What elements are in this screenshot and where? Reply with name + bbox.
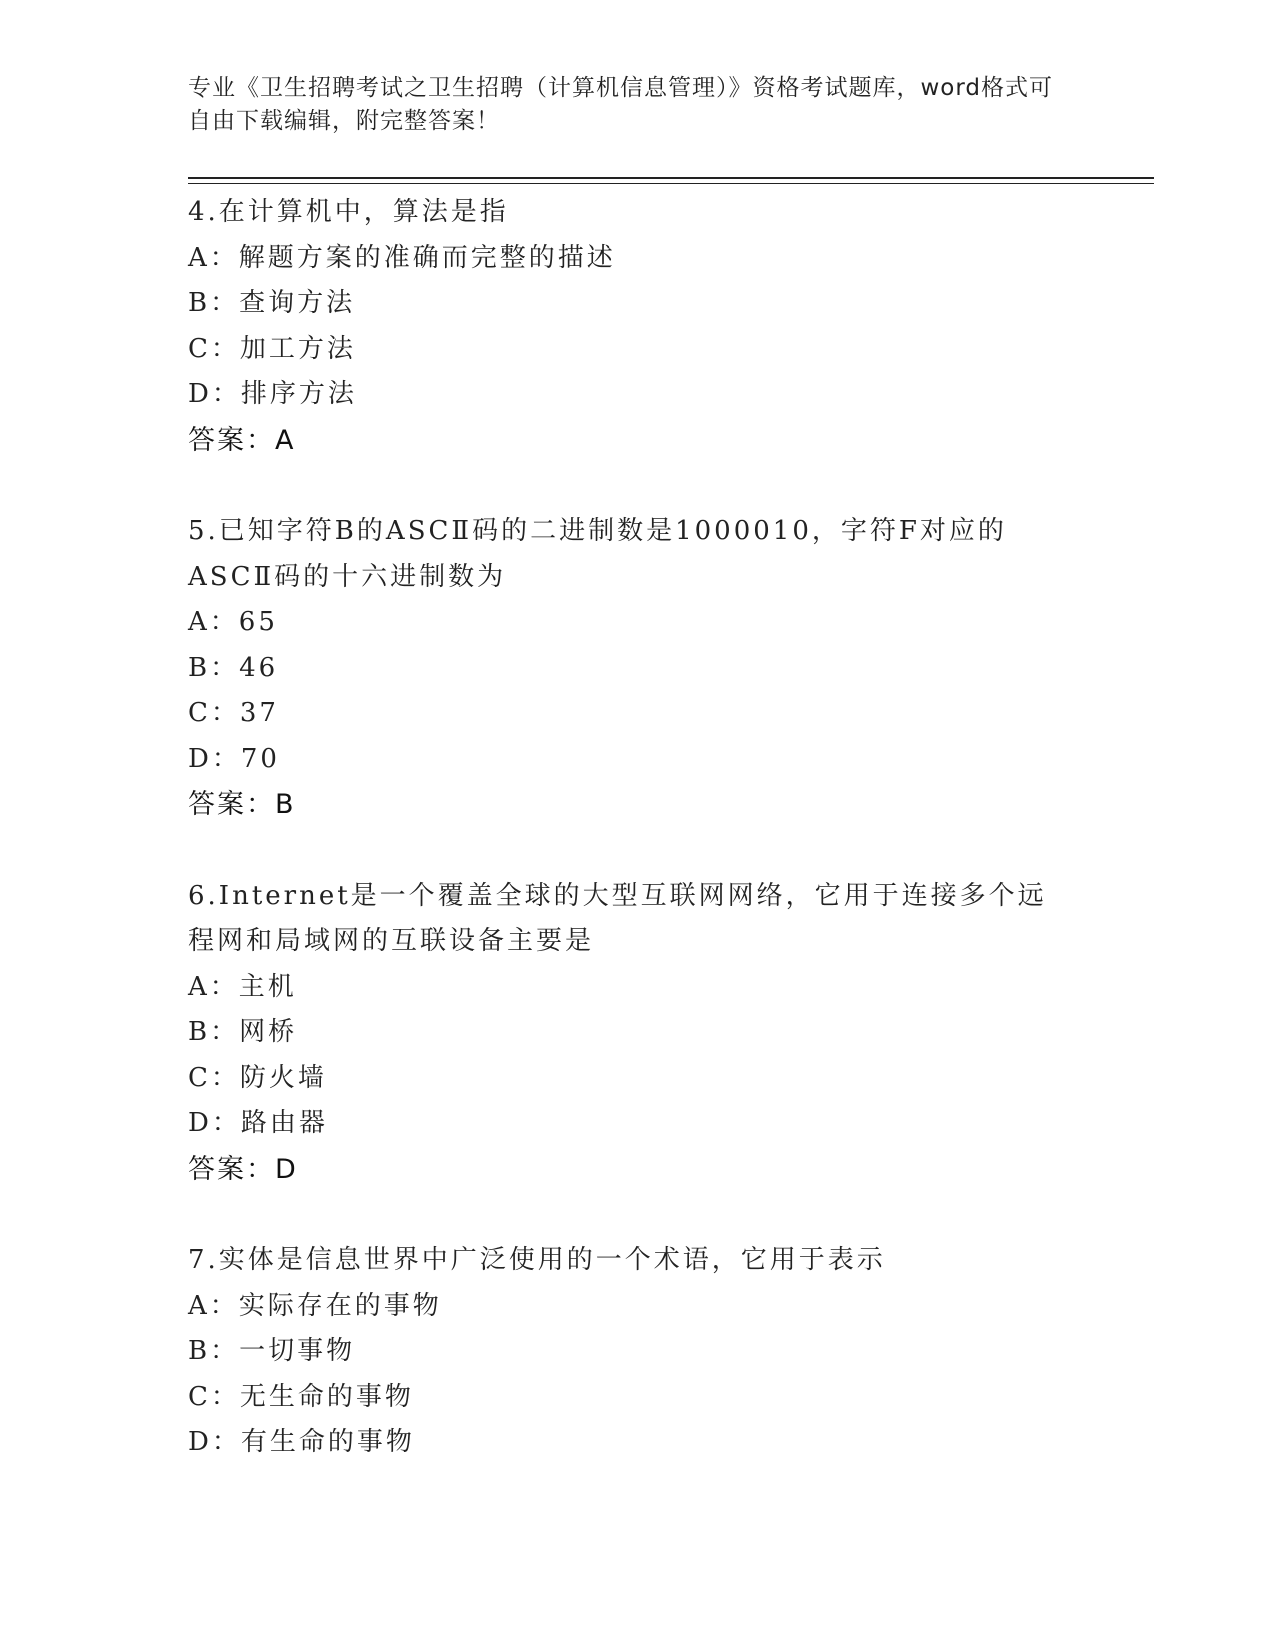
option-a: A：主机 [188, 971, 297, 1002]
answer-line: 答案：A [188, 424, 296, 456]
question-text: 7.实体是信息世界中广泛使用的一个术语，它用于表示 [188, 1245, 886, 1275]
answer-line: 答案：D [188, 1153, 298, 1185]
option-c: C：加工方法 [188, 333, 356, 364]
option-b: B：查询方法 [188, 288, 356, 318]
header-intro-text: 专业《卫生招聘考试之卫生招聘（计算机信息管理）》资格考试题库，word格式可自由下载编辑，附完整答案！ [188, 75, 1054, 134]
question-7 [188, 1238, 1088, 1466]
option-d: D：排序方法 [188, 379, 357, 409]
question-text: 5.已知字符B的ASCⅡ码的二进制数是1000010，字符F对应的ASCⅡ码的十六进制数为 [188, 516, 1007, 592]
option-c: C：无生命的事物 [188, 1381, 414, 1412]
question-text: 6.Internet是一个覆盖全球的大型互联网网络，它用于连接多个远程网和局域网的互联设备主要是 [188, 880, 1047, 956]
answer-line: 答案：B [188, 789, 296, 820]
option-a: A：实际存在的事物 [188, 1290, 442, 1321]
option-b: B：网桥 [188, 1017, 298, 1047]
question-text: 4.在计算机中，算法是指 [188, 197, 509, 227]
question-6 [188, 874, 1088, 1193]
option-b: B：46 [188, 652, 279, 683]
option-c: C：37 [188, 698, 279, 728]
option-b: B：一切事物 [188, 1336, 356, 1366]
option-a: A：解题方案的准确而完整的描述 [188, 242, 616, 273]
question-4 [188, 190, 1088, 463]
header-divider-thin [188, 183, 1154, 184]
option-a: A：65 [188, 607, 278, 637]
option-d: D：有生命的事物 [188, 1427, 415, 1457]
option-d: D：70 [188, 743, 280, 774]
question-list [188, 190, 1088, 1466]
document-header [188, 72, 1068, 138]
question-5 [188, 509, 1088, 828]
option-c: C：防火墙 [188, 1062, 327, 1093]
header-divider-thick [188, 177, 1154, 179]
option-d: D：路由器 [188, 1108, 328, 1138]
